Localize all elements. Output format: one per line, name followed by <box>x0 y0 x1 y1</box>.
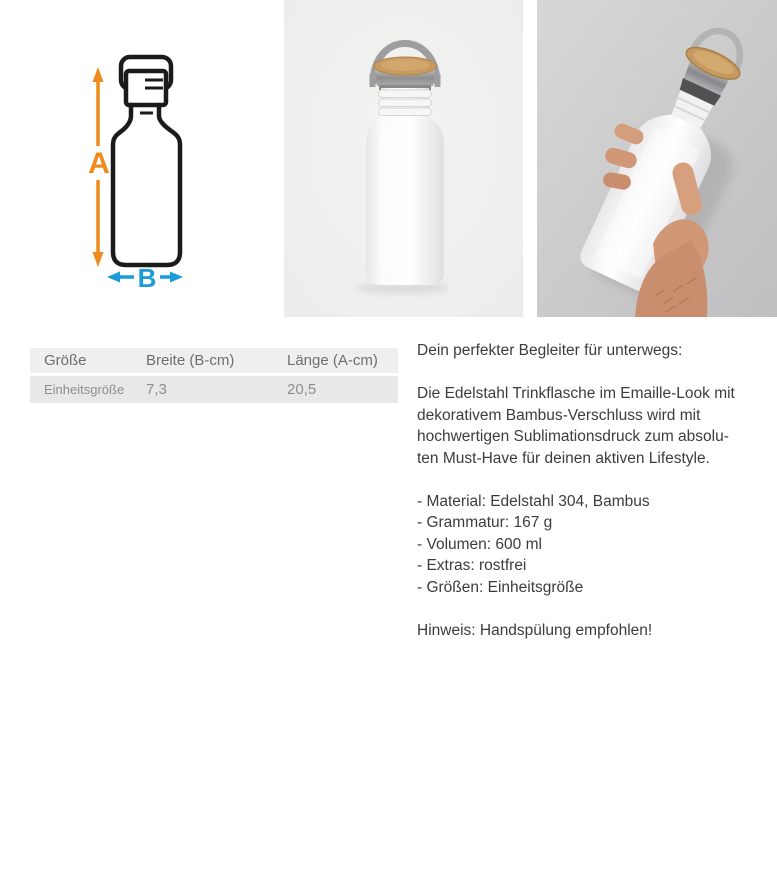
spec-item-volumen: - Volumen: 600 ml <box>417 535 542 553</box>
size-table-header-laenge: Länge (A-cm) <box>287 352 378 369</box>
bottle-dimensions-diagram <box>60 40 240 300</box>
neck-thread-ridge <box>379 108 432 116</box>
arrow-down-icon <box>93 252 104 267</box>
handle-lug <box>370 74 376 87</box>
dimension-label-a: A <box>88 147 110 180</box>
size-table-row <box>30 376 398 403</box>
size-table-header-groesse: Größe <box>44 352 87 369</box>
spacer <box>417 469 775 491</box>
handle-lug <box>435 74 441 87</box>
size-cell-breite: 7,3 <box>146 381 167 398</box>
spacer <box>417 362 775 384</box>
bottle-outline-drawing <box>60 40 240 300</box>
product-description <box>417 340 775 641</box>
body-highlight <box>379 132 397 272</box>
dimension-arrow-a <box>88 67 110 267</box>
bottle-body-outline <box>113 105 180 265</box>
product-photo <box>284 0 523 317</box>
hand-holding-bottle-illustration <box>537 0 777 317</box>
size-cell-laenge: 20,5 <box>287 381 317 398</box>
bottle-body <box>366 116 444 285</box>
description-paragraph-line: ten Must-Have für deinen aktiven Lifestyle. <box>417 449 710 467</box>
neck-thread-ridge <box>379 90 432 98</box>
bamboo-lid-highlight <box>381 59 429 71</box>
size-table-header-row <box>30 348 398 373</box>
description-paragraph-line: dekorativem Bambus-Verschluss wird mit <box>417 406 701 424</box>
spec-item-grammatur: - Grammatur: 167 g <box>417 514 553 531</box>
lifestyle-photo <box>537 0 777 317</box>
arrow-up-icon <box>93 67 104 82</box>
size-cell-groesse: Einheitsgröße <box>44 382 125 397</box>
spec-item-material: - Material: Edelstahl 304, Bambus <box>417 492 650 510</box>
description-intro: Dein perfekter Begleiter für unterwegs: <box>417 342 683 359</box>
arrow-left-icon <box>107 272 120 283</box>
spec-item-extras: - Extras: rostfrei <box>417 557 527 574</box>
arrow-right-icon <box>170 272 183 283</box>
dimension-arrow-b <box>107 263 183 293</box>
description-paragraph-line: Die Edelstahl Trinkflasche im Emaille-Look mit <box>417 385 735 402</box>
dimension-label-b: B <box>137 263 157 293</box>
neck-thread-ridge <box>379 99 432 107</box>
size-table-header-breite: Breite (B-cm) <box>146 352 235 369</box>
description-paragraph-line: hochwertigen Sublimationsdruck zum absolu- <box>417 428 729 445</box>
size-table <box>30 348 398 403</box>
care-note: Hinweis: Handspülung empfohlen! <box>417 621 653 639</box>
bottle-studio-illustration <box>284 0 523 317</box>
spacer <box>417 598 775 620</box>
spec-item-groessen: - Größen: Einheitsgröße <box>417 578 584 596</box>
